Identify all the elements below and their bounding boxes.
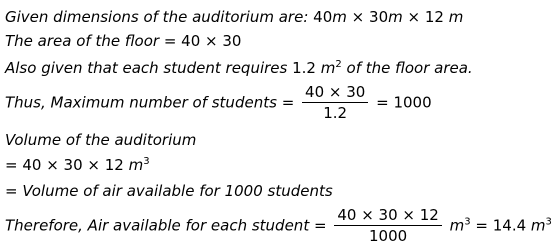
volume-expression-line [5, 156, 150, 174]
requirement-line [5, 59, 473, 77]
floor-area-expression: = 40 × 30 [163, 32, 242, 50]
fraction [302, 84, 368, 122]
unit-m: m [320, 59, 336, 77]
unit-m: m [128, 156, 144, 174]
air-per-student-line [5, 207, 552, 245]
requirement-text: Also given that each student requires [5, 59, 288, 77]
fraction-denominator: 1.2 [323, 104, 348, 122]
fraction-denominator: 1000 [368, 227, 408, 245]
air-volume-text: Volume of air available for 1000 students [22, 182, 333, 200]
volume-heading: Volume of the auditorium [5, 131, 197, 149]
exponent: 3 [143, 156, 150, 167]
exponent: 3 [545, 216, 552, 228]
dimensions-text: Given dimensions of the auditorium are: [5, 8, 309, 26]
dimension-width: 30 [369, 8, 389, 26]
max-students-result: = 1000 [376, 93, 432, 112]
times-sign: × [351, 8, 365, 26]
exponent: 2 [335, 59, 342, 70]
unit-m: m [449, 216, 465, 235]
fraction [334, 207, 441, 245]
times-sign: × [407, 8, 421, 26]
fraction-numerator: 40 × 30 × 12 [334, 207, 441, 226]
unit-m: m [332, 8, 347, 26]
max-students-line [5, 84, 432, 122]
unit-m: m [448, 8, 464, 26]
floor-area-text: The area of the floor [5, 32, 160, 50]
equals-sign: = [281, 93, 295, 112]
exponent: 3 [464, 216, 471, 228]
requirement-value: 1.2 [292, 59, 316, 77]
dimension-height: 12 [424, 8, 444, 26]
unit-m: m [388, 8, 403, 26]
requirement-text-end: of the floor area. [346, 59, 473, 77]
floor-area-line [5, 32, 241, 50]
fraction-numerator: 40 × 30 [302, 84, 368, 103]
equals-sign: = [5, 182, 18, 200]
volume-expression: = 40 × 30 × 12 [5, 156, 124, 174]
volume-heading-line [5, 131, 196, 149]
unit-m: m [530, 216, 546, 235]
dimension-length: 40 [313, 8, 333, 26]
equals-sign: = [313, 216, 327, 235]
air-volume-line [5, 182, 333, 200]
air-per-student-text: Therefore, Air available for each student [5, 216, 310, 235]
dimensions-line [5, 8, 463, 26]
max-students-text: Thus, Maximum number of students [5, 93, 277, 112]
air-per-student-result: = 14.4 [475, 216, 527, 235]
